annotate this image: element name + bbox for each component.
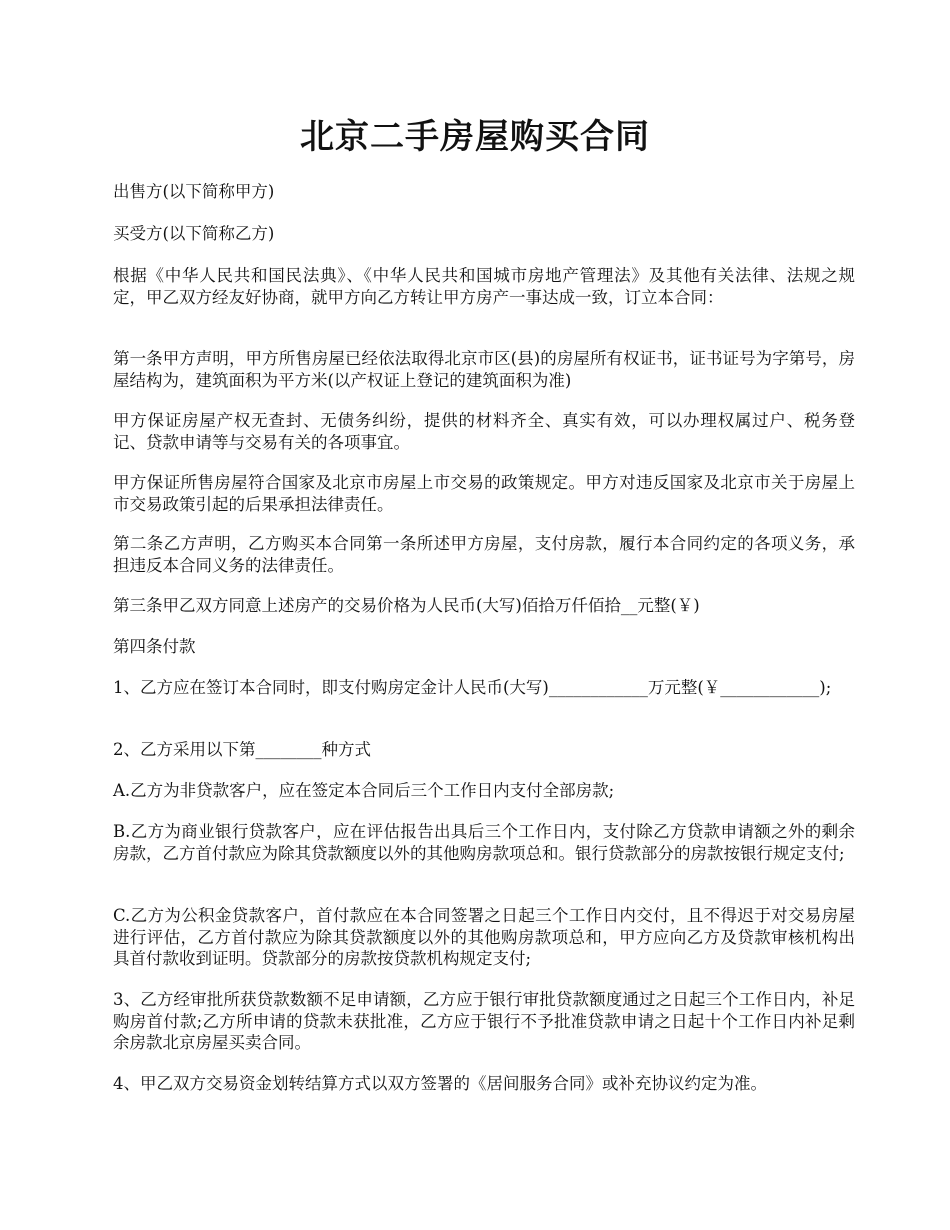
- paragraph-payment-4: 4、甲乙双方交易资金划转结算方式以双方签署的《居间服务合同》或补充协议约定为准。: [113, 1074, 767, 1093]
- paragraph-article-3: 第三条甲乙双方同意上述房产的交易价格为人民币(大写)佰拾万仟佰拾__元整(￥): [113, 596, 700, 615]
- paragraph-option-a: A.乙方为非贷款客户，应在签定本合同后三个工作日内支付全部房款;: [113, 781, 615, 800]
- paragraph-payment-1: 1、乙方应在签订本合同时，即支付购房定金计人民币(大写)____________万元整(￥____________);: [113, 678, 832, 697]
- paragraph-article-2: 第二条乙方声明，乙方购买本合同第一条所述甲方房屋，支付房款，履行本合同约定的各项义务，承担违反本合同义务的法律责任。: [113, 534, 855, 575]
- paragraph-buyer: 买受方(以下简称乙方): [113, 224, 275, 243]
- paragraph-preamble: 根据《中华人民共和国民法典》、《中华人民共和国城市房地产管理法》及其他有关法律、法规之规定，甲乙双方经友好协商，就甲方向乙方转让甲方房产一事达成一致，订立本合同：: [113, 266, 855, 307]
- paragraph-article-1: 第一条甲方声明，甲方所售房屋已经依法取得北京市区(县)的房屋所有权证书，证书证号为字第号，房屋结构为，建筑面积为平方米(以产权证上登记的建筑面积为准): [113, 349, 855, 390]
- paragraph-option-c: C.乙方为公积金贷款客户，首付款应在本合同签署之日起三个工作日内交付，且不得迟于对交易房屋进行评估，乙方首付款应为除其贷款额度以外的其他购房款项总和，甲方应向乙方及贷款审核机构出具首付款收到证明。贷款部分的房款按贷款机构规定支付;: [113, 906, 855, 968]
- paragraph-option-b: B.乙方为商业银行贷款客户，应在评估报告出具后三个工作日内，支付除乙方贷款申请额之外的剩余房款，乙方首付款应为除其贷款额度以外的其他购房款项总和。银行贷款部分的房款按银行规定支付;: [113, 822, 855, 863]
- paragraph-seller-guarantee-2: 甲方保证所售房屋符合国家及北京市房屋上市交易的政策规定。甲方对违反国家及北京市关于房屋上市交易政策引起的后果承担法律责任。: [113, 473, 855, 514]
- document-title: 北京二手房屋购买合同: [300, 117, 650, 157]
- document-page: [113, 0, 855, 1230]
- paragraph-payment-3: 3、乙方经审批所获贷款数额不足申请额，乙方应于银行审批贷款额度通过之日起三个工作日内，补足购房首付款;乙方所申请的贷款未获批准，乙方应于银行不予批准贷款申请之日起十个工作日内补足剩余房款北京房屋买卖合同。: [113, 990, 855, 1052]
- paragraph-article-4-heading: 第四条付款: [113, 637, 196, 656]
- paragraph-payment-2: 2、乙方采用以下第________种方式: [113, 740, 371, 759]
- paragraph-seller-guarantee-1: 甲方保证房屋产权无查封、无债务纠纷，提供的材料齐全、真实有效，可以办理权属过户、税务登记、贷款申请等与交易有关的各项事宜。: [113, 411, 855, 452]
- paragraph-seller: 出售方(以下简称甲方): [113, 182, 275, 201]
